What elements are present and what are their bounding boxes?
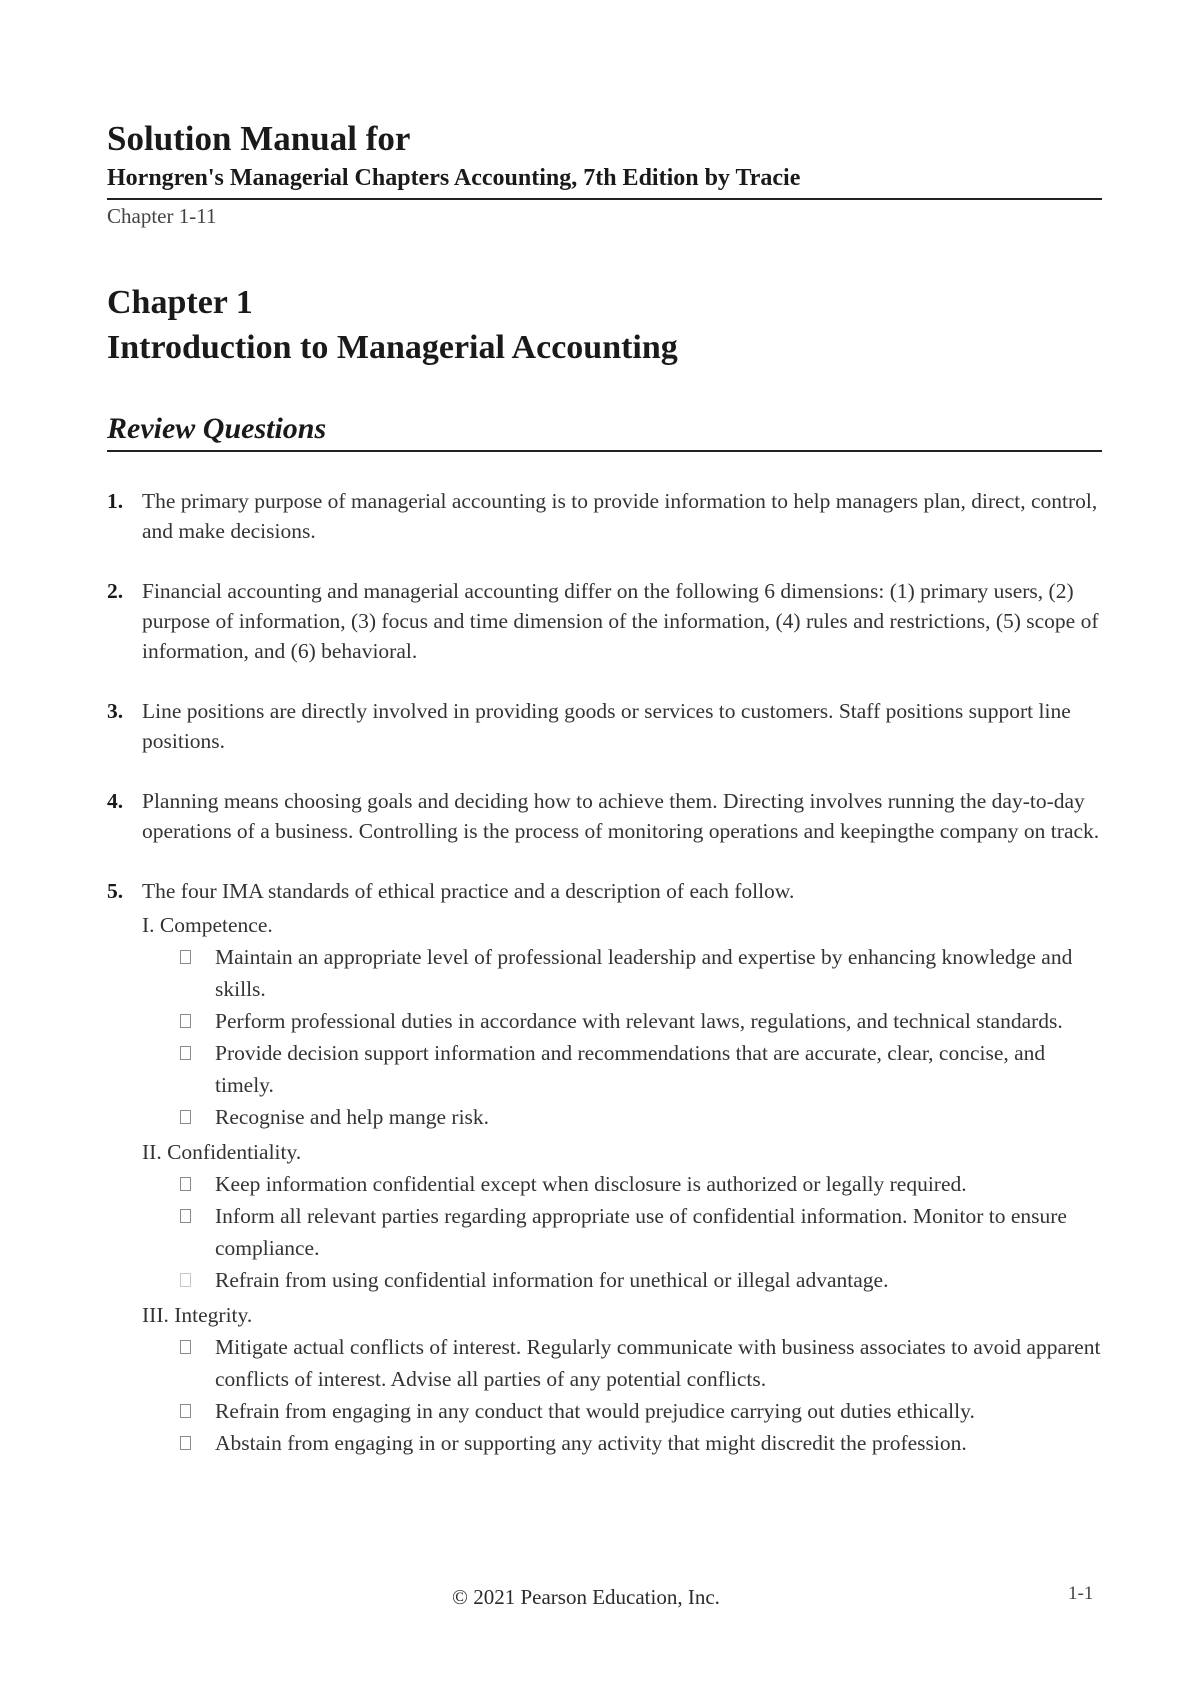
page-number: 1-1 bbox=[1068, 1583, 1094, 1604]
question-item bbox=[107, 576, 1102, 666]
checkbox-glyph-icon bbox=[180, 1177, 191, 1191]
standard-label: III. Integrity. bbox=[142, 1303, 253, 1327]
question-item bbox=[107, 486, 1102, 546]
standard-item: Provide decision support information and recommendations that are accurate, clear, concise, and timely. bbox=[180, 1037, 1102, 1101]
checkbox-glyph-icon bbox=[180, 1340, 191, 1354]
checkbox-glyph-icon bbox=[180, 1209, 191, 1223]
question-text: Line positions are directly involved in providing goods or services to customers. Staff positions support line positions. bbox=[142, 699, 1071, 753]
checkbox-glyph-icon bbox=[180, 1014, 191, 1028]
checkbox-glyph-icon bbox=[180, 1436, 191, 1450]
document-subtitle: Horngren's Managerial Chapters Accounting, 7th Edition by Tracie bbox=[107, 162, 1102, 200]
review-questions-list bbox=[107, 486, 1102, 1459]
page-footer bbox=[0, 1585, 1200, 1615]
standard-item: Abstain from engaging in or supporting any activity that might discredit the profession. bbox=[180, 1427, 1102, 1459]
standard-item: Mitigate actual conflicts of interest. Regularly communicate with business associates to avoid apparent conflicts of interest. Advise all parties of any potential conflicts. bbox=[180, 1331, 1102, 1395]
document-title: Solution Manual for bbox=[107, 119, 411, 158]
question-number: 1. bbox=[107, 489, 124, 513]
question-text: Planning means choosing goals and deciding how to achieve them. Directing involves running the day-to-day operations of a business. Controlling is the process of monitoring operations and keepingthe company on track. bbox=[142, 789, 1100, 843]
document-page bbox=[107, 118, 1102, 1459]
question-item bbox=[107, 876, 1102, 1459]
standard-confidentiality bbox=[142, 1136, 1102, 1296]
standard-items bbox=[142, 1331, 1102, 1459]
standard-items bbox=[142, 1168, 1102, 1296]
question-number: 3. bbox=[107, 699, 124, 723]
question-text: The four IMA standards of ethical practice and a description of each follow. bbox=[142, 879, 795, 903]
checkbox-glyph-icon bbox=[180, 950, 191, 964]
standard-item: Refrain from engaging in any conduct that would prejudice carrying out duties ethically. bbox=[180, 1395, 1102, 1427]
standard-item: Perform professional duties in accordance with relevant laws, regulations, and technical standards. bbox=[180, 1005, 1102, 1037]
checkbox-glyph-icon bbox=[180, 1273, 191, 1287]
copyright-notice: © 2021 Pearson Education, Inc. bbox=[452, 1585, 720, 1609]
standard-item: Recognise and help mange risk. bbox=[180, 1101, 1102, 1133]
chapter-range: Chapter 1-11 bbox=[107, 204, 217, 228]
standard-label: I. Competence. bbox=[142, 913, 273, 937]
chapter-title: Introduction to Managerial Accounting bbox=[107, 329, 678, 366]
chapter-number: Chapter 1 bbox=[107, 284, 253, 321]
standard-competence bbox=[142, 909, 1102, 1133]
standard-item: Inform all relevant parties regarding appropriate use of confidential information. Monitor to ensure compliance. bbox=[180, 1200, 1102, 1264]
checkbox-glyph-icon bbox=[180, 1110, 191, 1124]
standard-items bbox=[142, 941, 1102, 1133]
standard-item: Maintain an appropriate level of professional leadership and expertise by enhancing knowledge and skills. bbox=[180, 941, 1102, 1005]
section-heading: Review Questions bbox=[107, 410, 1102, 452]
standard-item: Refrain from using confidential information for unethical or illegal advantage. bbox=[180, 1264, 1102, 1296]
standard-label: II. Confidentiality. bbox=[142, 1140, 302, 1164]
checkbox-glyph-icon bbox=[180, 1046, 191, 1060]
question-number: 4. bbox=[107, 789, 124, 813]
standard-item: Keep information confidential except when disclosure is authorized or legally required. bbox=[180, 1168, 1102, 1200]
standard-integrity bbox=[142, 1299, 1102, 1459]
question-item bbox=[107, 696, 1102, 756]
question-number: 2. bbox=[107, 579, 124, 603]
question-number: 5. bbox=[107, 879, 124, 903]
checkbox-glyph-icon bbox=[180, 1404, 191, 1418]
question-item bbox=[107, 786, 1102, 846]
question-text: Financial accounting and managerial accounting differ on the following 6 dimensions: (1) primary users, (2) purpose of information, (3) focus and time dimension of the information, (4) rules and restrictions, (5) scope of information, and (6) behavioral. bbox=[142, 579, 1099, 663]
question-text: The primary purpose of managerial accounting is to provide information to help managers plan, direct, control, and make decisions. bbox=[142, 489, 1098, 543]
chapter-heading bbox=[107, 280, 1102, 370]
